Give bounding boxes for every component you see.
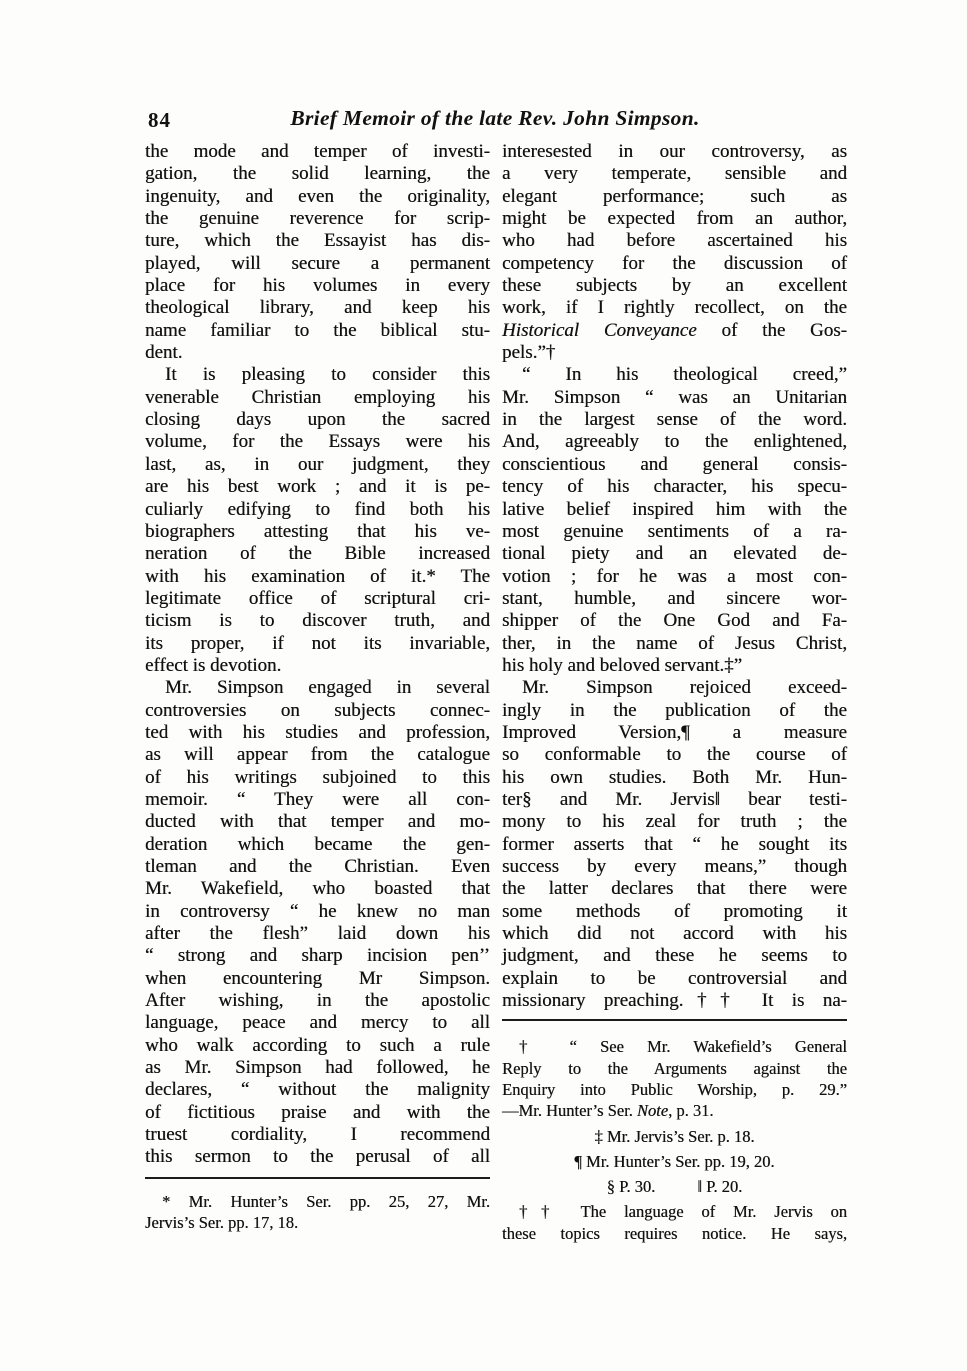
footnote-line: Reply to the Arguments against the: [502, 1058, 847, 1078]
body-text-line: his holy and beloved servant.‡”: [502, 654, 743, 676]
body-text-line: tleman and the Christian. Even: [145, 856, 490, 877]
body-text-line: former asserts that “ he sought its: [502, 833, 847, 855]
footnote-line: ¶ Mr. Hunter’s Ser. pp. 19, 20.: [574, 1151, 775, 1171]
body-text-line: votion ; for he was a most con-: [502, 565, 847, 587]
body-text-line: controversies on subjects connec-: [145, 699, 490, 721]
page-header: [145, 106, 845, 136]
italic-text-segment: Historical Conveyance: [502, 319, 697, 341]
body-text-line: some methods of promoting it: [502, 900, 847, 922]
footnote-separator-rule: [502, 1019, 847, 1021]
body-text-line: interesested in our controversy, as: [502, 141, 847, 162]
body-text-line: Mr. Simpson rejoiced exceed-: [522, 677, 847, 699]
body-text-line: deration which became the gen-: [145, 833, 490, 855]
body-text-line: most genuine sentiments of a ra-: [502, 520, 847, 542]
body-text-line: played, will secure a permanent: [145, 252, 490, 274]
body-text-line: the latter declares that there were: [502, 878, 847, 900]
body-text-line: lative belief inspired him with the: [502, 498, 847, 520]
page-number: 84: [148, 108, 171, 132]
body-text-line: a very temperate, sensible and: [502, 163, 847, 185]
body-text-line: ted with his studies and profession,: [145, 721, 490, 743]
body-text-line: legitimate office of scriptural cri-: [145, 587, 490, 609]
body-text-line: its proper, if not its invariable,: [145, 632, 490, 654]
body-text-line: dent.: [145, 342, 183, 364]
body-text-line: these subjects by an excellent: [502, 275, 847, 297]
body-text-line: last, as, in our judgment, they: [145, 453, 490, 475]
body-text-line: ture, which the Essayist has dis-: [145, 230, 490, 252]
italic-text-segment: Note: [636, 1101, 669, 1121]
body-text-line: competency for the discussion of: [502, 252, 847, 274]
footnote-line: †† The language of Mr. Jervis on: [519, 1202, 847, 1222]
body-text-line: ter§ and Mr. Jervis‖ bear testi-: [502, 788, 847, 810]
footnote-line: Jervis’s Ser. pp. 17, 18.: [145, 1213, 299, 1233]
body-text-line: language, peace and mercy to all: [145, 1012, 490, 1034]
left-column: [145, 141, 490, 1244]
body-text-line: neration of the Bible increased: [145, 543, 490, 565]
body-text-line: elegant performance; such as: [502, 185, 847, 207]
body-text-line: effect is devotion.: [145, 654, 282, 676]
running-title: Brief Memoir of the late Rev. John Simpson.: [290, 106, 700, 130]
body-text-line: ingenuity, and even the originality,: [145, 185, 490, 207]
text-segment: ‖ P. 20.: [697, 1177, 743, 1197]
body-text-line: pels.”†: [502, 342, 556, 364]
body-text-line: in controversy “ he knew no man: [145, 900, 490, 922]
body-text-line: truest cordiality, I recommend: [145, 1124, 490, 1146]
body-text-line: who walk according to such a rule: [145, 1034, 490, 1056]
body-text-line: Mr. Simpson “ was an Unitarian: [502, 386, 847, 408]
body-text-line: culiarly edifying to find both his: [145, 498, 490, 520]
body-text-line: after the flesh” laid down his: [145, 923, 490, 945]
body-text-line: ther, in the name of Jesus Christ,: [502, 632, 847, 654]
body-text-line: might be expected from an author,: [502, 208, 847, 230]
body-text-line: After wishing, in the apostolic: [145, 990, 490, 1012]
body-text-line: Mr. Wakefield, who boasted that: [145, 878, 490, 900]
body-text-line: ingly in the publication of the: [502, 699, 847, 721]
body-text-line: explain to be controversial and: [502, 967, 847, 989]
body-text-line: [502, 320, 847, 342]
body-text-line: judgment, and these he seems to: [502, 945, 847, 967]
text-segment: —Mr. Hunter’s Ser.: [502, 1101, 637, 1121]
body-text-line: work, if I rightly recollect, on the: [502, 297, 847, 319]
footnote-separator-rule: [145, 1177, 490, 1179]
footnote-line: [502, 1176, 847, 1197]
body-text-line: venerable Christian employing his: [145, 386, 490, 408]
footnote-line: † “ See Mr. Wakefield’s General: [519, 1037, 847, 1057]
body-text-line: gation, the solid learning, the: [145, 163, 490, 185]
body-text-line: of fictitious praise and with the: [145, 1101, 490, 1123]
body-text-line: his own studies. Both Mr. Hun-: [502, 766, 847, 788]
body-text-line: ducted with that temper and mo-: [145, 811, 490, 833]
body-text-line: tional piety and an elevated de-: [502, 543, 847, 565]
body-text-line: as Mr. Simpson had followed, he: [145, 1057, 490, 1079]
body-text-line: memoir. “ They were all con-: [145, 788, 490, 810]
footnote-line: [502, 1100, 847, 1121]
footnote-line: ‡ Mr. Jervis’s Ser. p. 18.: [594, 1126, 755, 1146]
body-text-line: Improved Version,¶ a measure: [502, 721, 847, 743]
body-text-line: the genuine reverence for scrip-: [145, 208, 490, 230]
text-segment: § P. 30.: [606, 1177, 656, 1197]
body-text-line: theological library, and keep his: [145, 297, 490, 319]
body-text-line: missionary preaching.†† It is na-: [502, 990, 847, 1012]
footnote-line: these topics requires notice. He says,: [502, 1223, 847, 1243]
footnote-line: Enquiry into Public Worship, p. 29.”: [502, 1080, 847, 1099]
text-segment: , p. 31.: [668, 1101, 714, 1121]
footnotes-block: [502, 1036, 847, 1244]
body-text-line: volume, for the Essays were his: [145, 431, 490, 453]
body-text-line: when encountering Mr Simpson.: [145, 967, 490, 989]
body-text-line: And, agreeably to the enlightened,: [502, 431, 847, 453]
body-text-line: stant, humble, and sincere wor-: [502, 587, 847, 609]
body-text-line: place for his volumes in every: [145, 275, 490, 297]
body-text-line: closing days upon the sacred: [145, 409, 490, 431]
body-text-line: “ In his theological creed,”: [522, 364, 847, 386]
right-column: [502, 141, 847, 1244]
body-text-line: Mr. Simpson engaged in several: [165, 677, 490, 699]
body-text-line: tency of his character, his specu-: [502, 476, 847, 498]
body-text-line: ticism is to discover truth, and: [145, 610, 490, 632]
body-text-line: It is pleasing to consider this: [165, 364, 490, 386]
body-text-line: declares, “ without the malignity: [145, 1079, 490, 1101]
body-text-line: name familiar to the biblical stu-: [145, 319, 490, 341]
body-text-line: which did not accord with his: [502, 923, 847, 945]
body-text-line: of his writings subjoined to this: [145, 766, 490, 788]
body-text-line: are his best work ; and it is pe-: [145, 476, 490, 498]
body-text-line: conscientious and general consis-: [502, 453, 847, 475]
body-text-line: who had before ascertained his: [502, 230, 847, 252]
body-text-line: biographers attesting that his ve-: [145, 520, 490, 542]
body-text-line: success by every means,” though: [502, 856, 847, 877]
body-text-line: with his examination of it.* The: [145, 565, 490, 587]
body-text-line: shipper of the One God and Fa-: [502, 610, 847, 632]
body-text-line: in the largest sense of the word.: [502, 409, 847, 431]
body-text-line: this sermon to the perusal of all: [145, 1146, 490, 1168]
body-text-line: mony to his zeal for truth ; the: [502, 811, 847, 833]
body-text-line: the mode and temper of investi-: [145, 141, 490, 162]
body-text-line: “ strong and sharp incision pen’’: [145, 945, 490, 967]
body-text-line: so conformable to the course of: [502, 744, 847, 766]
footnotes-block: [145, 1191, 490, 1234]
text-segment: of the Gos-: [696, 319, 848, 341]
body-text-line: as will appear from the catalogue: [145, 744, 490, 766]
text-columns: [145, 141, 847, 1244]
footnote-line: * Mr. Hunter’s Ser. pp. 25, 27, Mr.: [162, 1191, 490, 1211]
